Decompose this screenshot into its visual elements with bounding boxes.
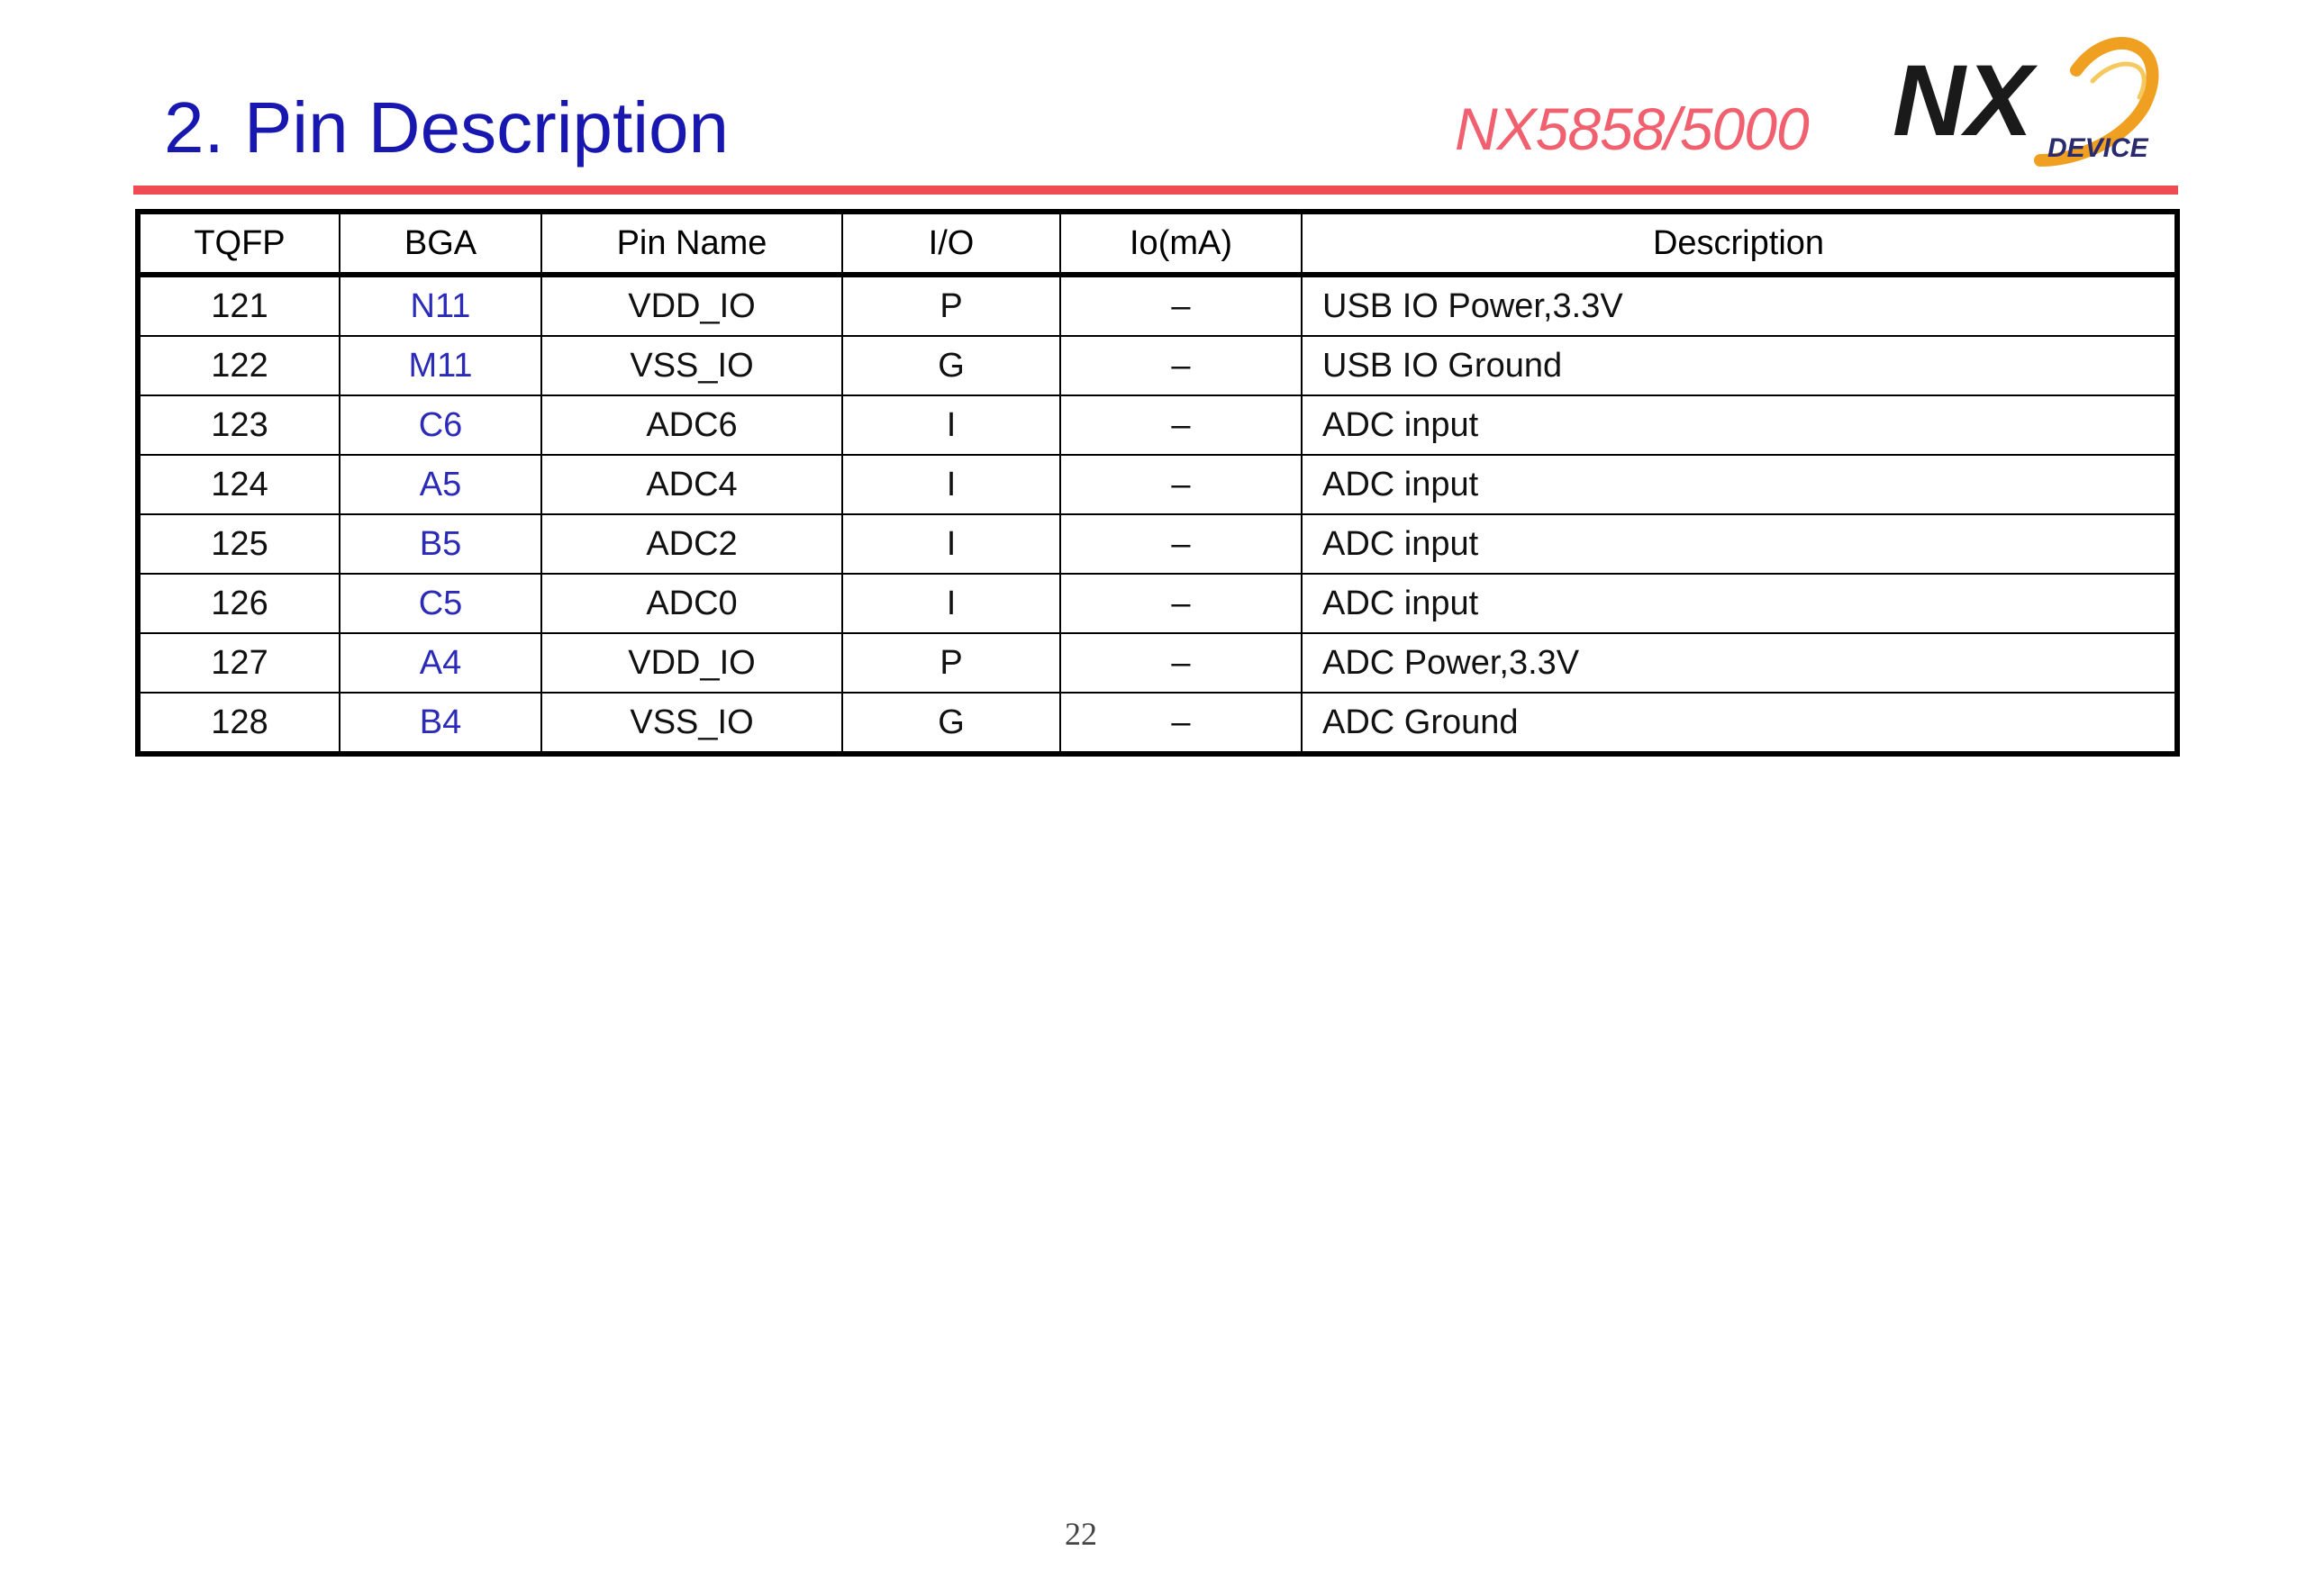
cell-pin-name: VDD_IO [541,633,842,693]
cell-bga: C5 [340,574,541,633]
table-row [138,336,2177,395]
page-title: 2. Pin Description [164,87,729,168]
page-number: 22 [1065,1516,1097,1552]
cell-io: G [842,693,1060,754]
column-header-tqfp: TQFP [138,212,340,275]
column-header-io-ma: Io(mA) [1060,212,1302,275]
cell-description: ADC input [1302,395,2177,455]
cell-description: ADC Ground [1302,693,2177,754]
cell-bga: M11 [340,336,541,395]
cell-tqfp: 121 [138,275,340,336]
cell-description: ADC input [1302,574,2177,633]
cell-description: ADC Power,3.3V [1302,633,2177,693]
cell-description: ADC input [1302,455,2177,514]
cell-io: I [842,514,1060,574]
table-body [138,275,2177,754]
cell-tqfp: 125 [138,514,340,574]
cell-bga: A5 [340,455,541,514]
cell-pin-name: ADC2 [541,514,842,574]
title-divider [133,186,2178,195]
column-header-bga: BGA [340,212,541,275]
cell-bga: B4 [340,693,541,754]
table-row [138,574,2177,633]
pin-table [135,209,2180,757]
cell-io: I [842,574,1060,633]
cell-bga: C6 [340,395,541,455]
cell-io-ma: – [1060,574,1302,633]
cell-io-ma: – [1060,455,1302,514]
model-name: NX5858/5000 [1455,95,1809,162]
cell-pin-name: VSS_IO [541,693,842,754]
table-row [138,455,2177,514]
table-row [138,633,2177,693]
cell-pin-name: VDD_IO [541,275,842,336]
cell-io-ma: – [1060,336,1302,395]
cell-description: ADC input [1302,514,2177,574]
cell-tqfp: 122 [138,336,340,395]
cell-io: I [842,395,1060,455]
cell-pin-name: ADC6 [541,395,842,455]
column-header-io: I/O [842,212,1060,275]
cell-description: USB IO Power,3.3V [1302,275,2177,336]
nx-device-logo [1887,25,2184,178]
cell-io-ma: – [1060,514,1302,574]
cell-tqfp: 127 [138,633,340,693]
table-row [138,275,2177,336]
column-header-description: Description [1302,212,2177,275]
cell-pin-name: VSS_IO [541,336,842,395]
cell-io: P [842,633,1060,693]
table-row [138,693,2177,754]
table-row [138,395,2177,455]
cell-io-ma: – [1060,395,1302,455]
cell-tqfp: 126 [138,574,340,633]
cell-bga: N11 [340,275,541,336]
logo-sub-text: DEVICE [2047,133,2148,163]
cell-description: USB IO Ground [1302,336,2177,395]
cell-io-ma: – [1060,275,1302,336]
cell-pin-name: ADC4 [541,455,842,514]
cell-bga: B5 [340,514,541,574]
cell-io-ma: – [1060,633,1302,693]
cell-pin-name: ADC0 [541,574,842,633]
cell-io-ma: – [1060,693,1302,754]
cell-tqfp: 123 [138,395,340,455]
table-header [138,212,2177,275]
cell-bga: A4 [340,633,541,693]
column-header-pin-name: Pin Name [541,212,842,275]
cell-io: I [842,455,1060,514]
table-header-row [138,212,2177,275]
table-row [138,514,2177,574]
cell-tqfp: 124 [138,455,340,514]
cell-io: G [842,336,1060,395]
cell-io: P [842,275,1060,336]
cell-tqfp: 128 [138,693,340,754]
logo-main-text: NX [1893,44,2033,157]
